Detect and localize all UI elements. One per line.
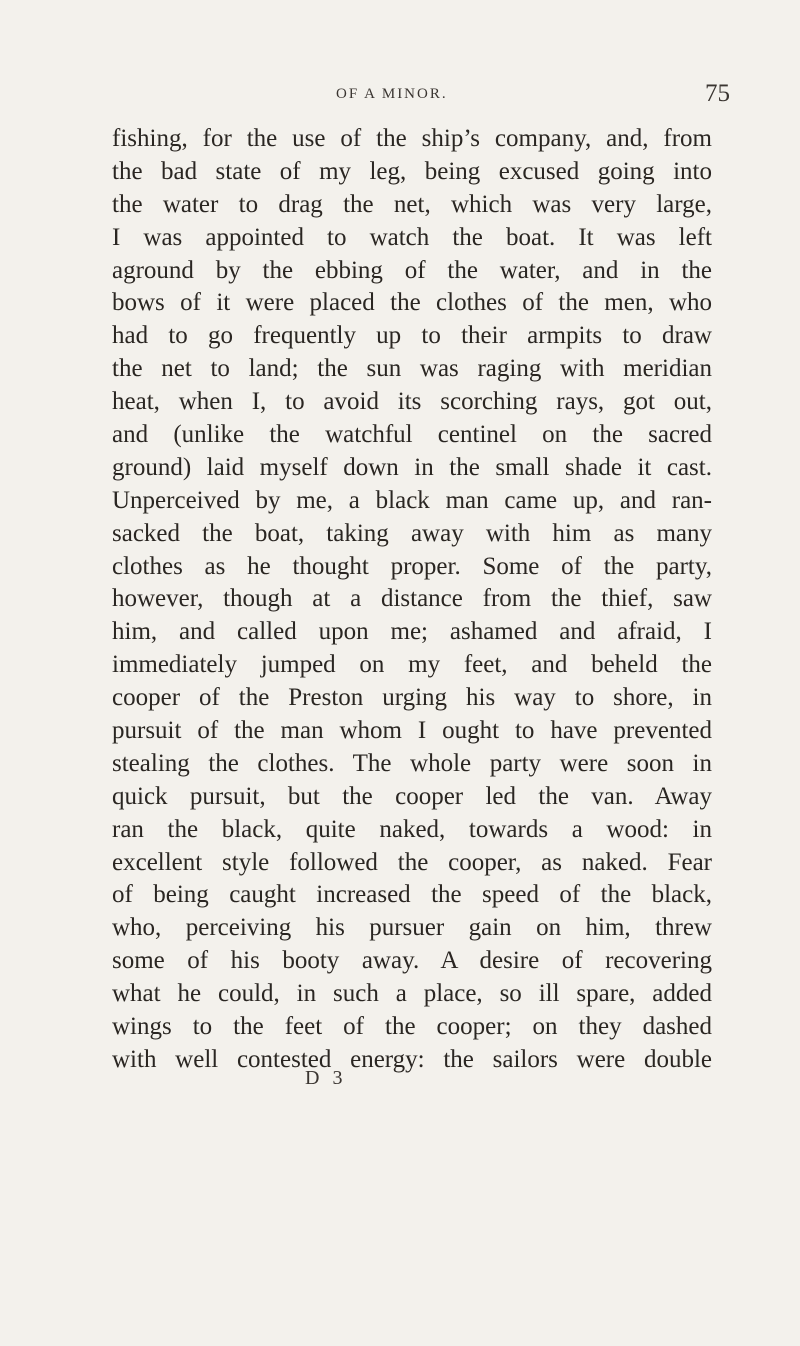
- text-line: who, perceiving his pursuer gain on him, threw: [112, 914, 712, 942]
- text-line: aground by the ebbing of the water, and in the: [112, 256, 712, 284]
- text-line: of being caught increased the speed of the black,: [112, 881, 712, 909]
- text-line: with well contested energy: the sailors were double: [112, 1045, 712, 1073]
- text-line: what he could, in such a place, so ill spare, added: [112, 980, 712, 1008]
- text-line: immediately jumped on my feet, and beheld the: [112, 651, 712, 679]
- text-line: excellent style followed the cooper, as naked. Fear: [112, 848, 712, 876]
- body-text: [112, 123, 712, 1077]
- text-line: heat, when I, to avoid its scorching rays, got out,: [112, 388, 712, 416]
- text-line: cooper of the Preston urging his way to shore, in: [112, 684, 712, 712]
- text-line: ran the black, quite naked, towards a wood: in: [112, 815, 712, 843]
- text-line: ground) laid myself down in the small shade it cast.: [112, 453, 712, 481]
- text-line: fishing, for the use of the ship’s company, and, from: [112, 125, 712, 152]
- text-line: however, though at a distance from the thief, saw: [112, 585, 712, 613]
- text-line: Unperceived by me, a black man came up, and ran-: [112, 486, 712, 514]
- text-line: clothes as he thought proper. Some of the party,: [112, 552, 712, 580]
- text-line: the bad state of my leg, being excused going into: [112, 157, 712, 185]
- running-title: OF A MINOR.: [336, 86, 448, 102]
- text-line: had to go frequently up to their armpits to draw: [112, 322, 712, 350]
- text-line: some of his booty away. A desire of recovering: [112, 947, 712, 975]
- text-line: quick pursuit, but the cooper led the van. Away: [112, 782, 712, 810]
- text-line: I was appointed to watch the boat. It was left: [112, 223, 712, 251]
- text-line: and (unlike the watchful centinel on the sacred: [112, 421, 712, 449]
- text-line: pursuit of the man whom I ought to have prevented: [112, 717, 712, 745]
- text-line: the net to land; the sun was raging with meridian: [112, 355, 712, 383]
- page-number: 75: [705, 80, 730, 107]
- text-line: him, and called upon me; ashamed and afraid, I: [112, 618, 712, 646]
- text-line: the water to drag the net, which was very large,: [112, 190, 712, 218]
- text-line: bows of it were placed the clothes of the men, who: [112, 289, 712, 317]
- text-line: stealing the clothes. The whole party were soon in: [112, 749, 712, 777]
- text-line: sacked the boat, taking away with him as many: [112, 519, 712, 547]
- text-line: wings to the feet of the cooper; on they dashed: [112, 1013, 712, 1041]
- signature-mark: D 3: [305, 1067, 347, 1089]
- running-head: [0, 80, 800, 110]
